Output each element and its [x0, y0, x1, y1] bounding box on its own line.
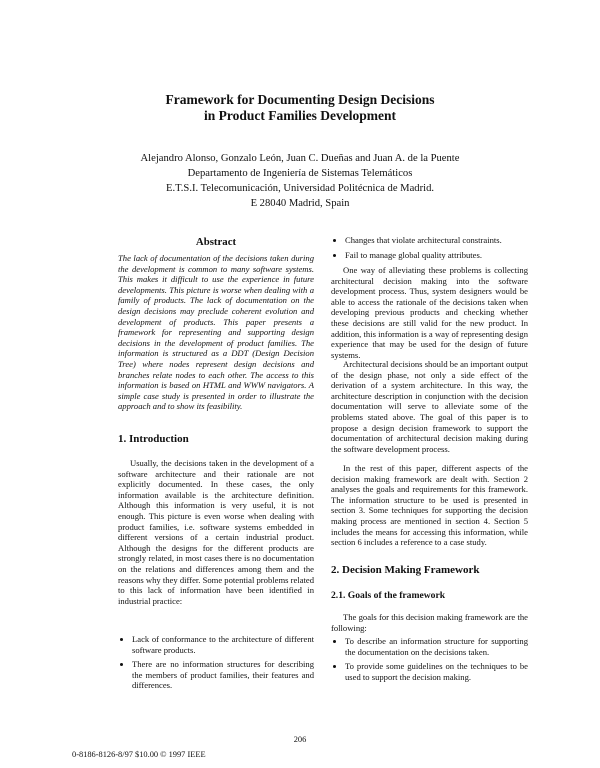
introduction-paragraph-2: One way of alleviating these problems is collecting architectural decision making into the software development process. Thus, system designers would be able to access the rationale of the decisions taken when developing previous products and checking whether these decisions are still valid for the new product. In addition, this information is a way of representing design experience that may be used for the design of future systems.	[331, 265, 528, 360]
introduction-heading: 1. Introduction	[118, 433, 189, 445]
copyright-line: 0-8186-8126-8/97 $10.00 © 1997 IEEE	[72, 750, 206, 759]
bullet-item: • Fail to manage global quality attributes.	[345, 250, 528, 261]
introduction-bullets-right	[331, 235, 528, 264]
section-2-heading: 2. Decision Making Framework	[331, 564, 480, 576]
paper-title	[0, 92, 600, 124]
bullet-item: • Changes that violate architectural constraints.	[345, 235, 528, 246]
section-2-paragraph-1: The goals for this decision making framework are the following:	[331, 612, 528, 633]
abstract-heading: Abstract	[195, 236, 237, 248]
bullet-item: • There are no information structures for describing the members of product families, their features and differences.	[132, 659, 314, 691]
author-block	[0, 151, 600, 211]
affiliation-line-2: E.T.S.I. Telecomunicación, Universidad Politécnica de Madrid.	[165, 183, 435, 194]
title-line-2: in Product Families Development	[203, 108, 397, 123]
bullet-item: • To describe an information structure for supporting the documentation on the decisions taken.	[345, 636, 528, 657]
section-2-1-heading: 2.1. Goals of the framework	[331, 590, 446, 601]
introduction-bullets-left	[118, 634, 314, 695]
bullet-item: • To provide some guidelines on the techniques to be used to support the decision making.	[345, 661, 528, 682]
affiliation-line-1: Departamento de Ingeniería de Sistemas Telemáticos	[187, 168, 413, 179]
bullet-item: • Lack of conformance to the architecture of different software products.	[132, 634, 314, 655]
affiliation-line-3: E 28040 Madrid, Spain	[250, 198, 350, 209]
page-number: 206	[293, 735, 307, 744]
abstract-text: The lack of documentation of the decisions taken during the development is common to many software systems. This makes it difficult to use the experience in future developments. This picture is worse when dealing with a family of products. The lack of documentation on the design decisions may preclude coherent evolution and development of products. This paper presents a framework for representing and supporting design decisions in the development of product families. The information is structured as a DDT (Design Decision Tree) where nodes represent design decisions and branches relate nodes to each other. The access to this information is based on HTML and WWW navigators. A simple case study is presented in order to illustrate the approach and to show its feasibility.	[118, 253, 314, 412]
introduction-paragraph-3: Architectural decisions should be an important output of the design phase, not only a side effect of the derivation of a system architecture. In this way, the architecture description in conjunction with the decision documentation will serve to alleviate some of the problems stated above. The goal of this paper is to propose a design decision framework to support the documentation of architectural decision making during the software development process.	[331, 359, 528, 454]
introduction-paragraph-1: Usually, the decisions taken in the development of a software architecture and their rationale are not explicitly documented. In these cases, the only information available is the architecture definition. Although this information is very useful, it is not enough. This picture is even worse when dealing with product families, i.e. software systems embedded in different versions of a certain industrial product. Although the designs for the different products are strongly related, in most cases there is no documentation on the relations and differences among them and the reasons why they differ. Some potential problems related to this lack of information have been identified in industrial practice:	[118, 458, 315, 606]
authors: Alejandro Alonso, Gonzalo León, Juan C. Dueñas and Juan A. de la Puente	[140, 153, 460, 164]
section-2-bullets	[331, 636, 528, 686]
title-line-1: Framework for Documenting Design Decisions	[165, 92, 435, 107]
introduction-paragraph-4: In the rest of this paper, different aspects of the decision making framework are dealt with. Section 2 analyses the goals and requirements for this framework. The information structure to be used is presented in section 3. Some techniques for supporting the decision making process are mentioned in section 4. Section 5 includes the means for accessing this information, while section 6 includes a reference to a case study.	[331, 463, 528, 548]
